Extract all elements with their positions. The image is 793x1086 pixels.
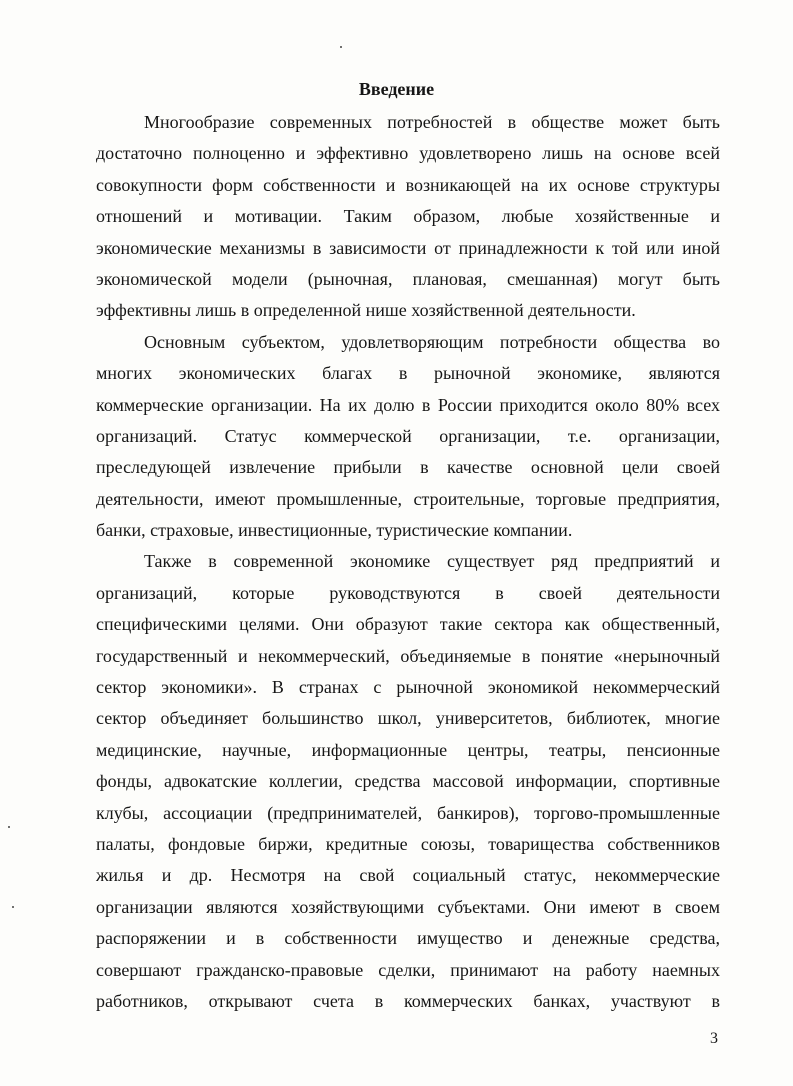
text-line: многих экономических благах в рыночной экономике, являются	[96, 363, 720, 384]
paragraph-3	[96, 546, 720, 1017]
text-line: государственный и некоммерческий, объединяемые в понятие «нерыночный	[96, 645, 720, 666]
text-line: совершают гражданско-правовые сделки, принимают на работу наемных	[96, 959, 720, 980]
text-line: организаций. Статус коммерческой организации, т.е. организации,	[96, 425, 720, 446]
text-line: эффективны лишь в определенной нише хозяйственной деятельности.	[96, 300, 636, 321]
text-line: распоряжении и в собственности имущество и денежные средства,	[96, 928, 720, 949]
text-line: достаточно полноценно и эффективно удовлетворено лишь на основе всей	[96, 143, 720, 164]
paragraph-1	[96, 107, 720, 327]
text-line: организаций, которые руководствуются в своей деятельности	[96, 582, 720, 603]
scan-speck	[340, 46, 342, 48]
text-line: палаты, фондовые биржи, кредитные союзы, товарищества собственников	[96, 833, 720, 854]
text-line: организации являются хозяйствующими субъектами. Они имеют в своем	[96, 896, 720, 917]
text-line: экономические механизмы в зависимости от принадлежности к той или иной	[96, 237, 720, 258]
text-line: коммерческие организации. На их долю в России приходится около 80% всех	[96, 394, 720, 415]
text-line: сектор экономики». В странах с рыночной экономикой некоммерческий	[96, 677, 720, 698]
page-title: Введение	[358, 79, 435, 99]
text-line: преследующей извлечение прибыли в качестве основной цели своей	[96, 457, 720, 478]
text-line: Также в современной экономике существует ряд предприятий и	[144, 551, 720, 572]
text-line: Многообразие современных потребностей в обществе может быть	[144, 112, 720, 132]
text-line: совокупности форм собственности и возникающей на их основе структуры	[96, 174, 720, 195]
text-line: медицинские, научные, информационные центры, театры, пенсионные	[96, 739, 720, 760]
text-line: Основным субъектом, удовлетворяющим потребности общества во	[144, 331, 720, 352]
document-body	[96, 107, 720, 1017]
text-line: отношений и мотивации. Таким образом, любые хозяйственные и	[96, 206, 720, 227]
text-line: экономической модели (рыночная, плановая, смешанная) могут быть	[96, 268, 720, 289]
page-number: 3	[710, 1030, 718, 1047]
text-line: работников, открывают счета в коммерческих банках, участвуют в	[96, 990, 720, 1011]
text-line: деятельности, имеют промышленные, строительные, торговые предприятия,	[96, 488, 720, 509]
text-line: жилья и др. Несмотря на свой социальный статус, некоммерческие	[96, 865, 720, 886]
paragraph-2	[96, 327, 720, 547]
text-line: фонды, адвокатские коллегии, средства массовой информации, спортивные	[96, 771, 720, 792]
text-line: сектор объединяет большинство школ, университетов, библиотек, многие	[96, 708, 720, 729]
text-line: банки, страховые, инвестиционные, туристические компании.	[96, 520, 573, 541]
scan-speck	[8, 826, 10, 828]
text-line: специфическими целями. Они образуют такие сектора как общественный,	[96, 614, 720, 635]
text-line: клубы, ассоциации (предпринимателей, банкиров), торгово-промышленные	[96, 802, 720, 823]
scan-speck	[12, 906, 14, 908]
